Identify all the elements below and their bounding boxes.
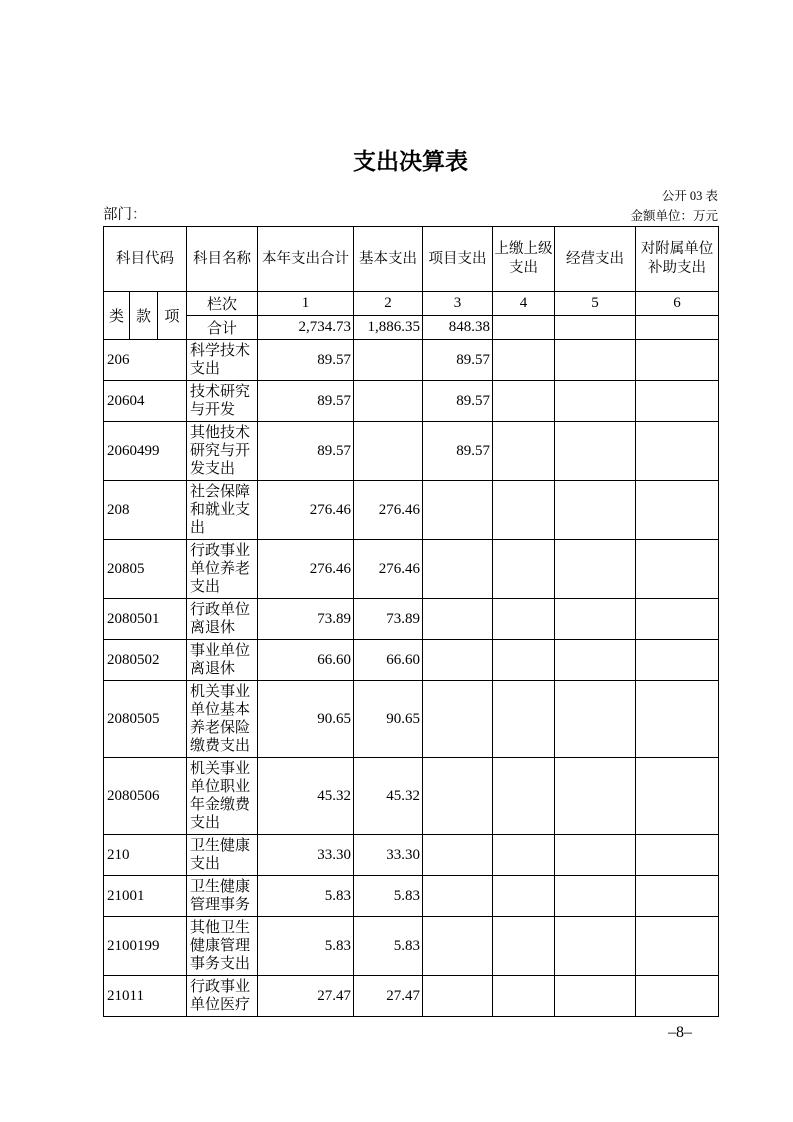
value-cell [636, 976, 719, 1017]
header-col-4: 上缴上级支出 [493, 227, 555, 292]
header-subject-name: 科目名称 [187, 227, 258, 292]
value-cell [636, 640, 719, 681]
total-value-5 [555, 316, 636, 340]
value-cell [423, 917, 493, 976]
unit-note: 金额单位：万元 [630, 209, 718, 223]
value-cell: 89.57 [423, 381, 493, 422]
value-cell [493, 540, 555, 599]
value-cell: 90.65 [258, 681, 354, 758]
value-cell [493, 640, 555, 681]
subject-name-cell: 机关事业单位基本养老保险缴费支出 [187, 681, 258, 758]
subject-code-cell: 2100199 [104, 917, 187, 976]
subject-name-cell: 其他技术研究与开发支出 [187, 422, 258, 481]
meta-row [103, 207, 718, 224]
subject-code-cell: 20604 [104, 381, 187, 422]
subject-code-cell: 2080506 [104, 758, 187, 835]
value-cell [555, 599, 636, 640]
value-cell [493, 381, 555, 422]
header-row-1 [104, 227, 719, 292]
subject-code-cell: 21011 [104, 976, 187, 1017]
total-label: 合计 [187, 316, 258, 340]
value-cell: 73.89 [258, 599, 354, 640]
value-cell: 27.47 [258, 976, 354, 1017]
value-cell [493, 422, 555, 481]
table-row [104, 917, 719, 976]
value-cell: 89.57 [258, 381, 354, 422]
header-col-6: 对附属单位补助支出 [636, 227, 719, 292]
value-cell [636, 835, 719, 876]
subject-name-cell: 行政事业单位医疗 [187, 976, 258, 1017]
col-number-4: 4 [493, 292, 555, 316]
value-cell [493, 340, 555, 381]
value-cell [493, 758, 555, 835]
subject-code-cell: 21001 [104, 876, 187, 917]
header-code-lei: 类 [104, 292, 130, 340]
value-cell [555, 758, 636, 835]
header-col-3: 项目支出 [423, 227, 493, 292]
subject-code-cell: 210 [104, 835, 187, 876]
value-cell [555, 540, 636, 599]
subject-code-cell: 2080505 [104, 681, 187, 758]
value-cell [423, 835, 493, 876]
value-cell: 5.83 [354, 917, 423, 976]
table-code-note: 公开 03 表 [661, 189, 718, 203]
value-cell [354, 422, 423, 481]
department-colon: ： [132, 207, 147, 223]
total-value-4 [493, 316, 555, 340]
subject-code-cell: 2080502 [104, 640, 187, 681]
total-value-2: 1,886.35 [354, 316, 423, 340]
header-code-xiang: 项 [158, 292, 187, 340]
value-cell [493, 876, 555, 917]
subject-name-cell: 卫生健康管理事务 [187, 876, 258, 917]
value-cell [555, 681, 636, 758]
table-row [104, 640, 719, 681]
value-cell [423, 481, 493, 540]
col-number-3: 3 [423, 292, 493, 316]
sheet [103, 0, 718, 1042]
value-cell: 27.47 [354, 976, 423, 1017]
value-cell: 89.57 [423, 340, 493, 381]
lanci-label: 栏次 [187, 292, 258, 316]
subject-code-cell: 206 [104, 340, 187, 381]
col-number-6: 6 [636, 292, 719, 316]
col-number-2: 2 [354, 292, 423, 316]
subject-name-cell: 机关事业单位职业年金缴费支出 [187, 758, 258, 835]
table-row [104, 835, 719, 876]
department-label-text: 部门 [103, 207, 132, 223]
header-col-1: 本年支出合计 [258, 227, 354, 292]
table-row [104, 381, 719, 422]
value-cell [636, 540, 719, 599]
value-cell: 90.65 [354, 681, 423, 758]
expenditure-table [103, 226, 719, 1017]
value-cell [423, 876, 493, 917]
value-cell [555, 640, 636, 681]
table-body [104, 340, 719, 1017]
value-cell [555, 381, 636, 422]
value-cell: 276.46 [258, 540, 354, 599]
subject-code-cell: 208 [104, 481, 187, 540]
value-cell [423, 758, 493, 835]
value-cell [354, 381, 423, 422]
subject-code-cell: 2080501 [104, 599, 187, 640]
value-cell [555, 976, 636, 1017]
value-cell [493, 481, 555, 540]
value-cell [636, 422, 719, 481]
value-cell: 276.46 [258, 481, 354, 540]
header-col-2: 基本支出 [354, 227, 423, 292]
value-cell [555, 422, 636, 481]
table-row [104, 876, 719, 917]
value-cell [493, 976, 555, 1017]
value-cell: 89.57 [423, 422, 493, 481]
value-cell: 33.30 [354, 835, 423, 876]
subject-name-cell: 行政单位离退休 [187, 599, 258, 640]
value-cell: 89.57 [258, 422, 354, 481]
table-row [104, 340, 719, 381]
value-cell [555, 340, 636, 381]
value-cell: 5.83 [354, 876, 423, 917]
table-row [104, 681, 719, 758]
header-code-kuan: 款 [130, 292, 158, 340]
value-cell: 276.46 [354, 540, 423, 599]
value-cell [555, 481, 636, 540]
total-value-6 [636, 316, 719, 340]
value-cell [493, 835, 555, 876]
col-number-1: 1 [258, 292, 354, 316]
value-cell: 33.30 [258, 835, 354, 876]
value-cell [636, 681, 719, 758]
table-row [104, 422, 719, 481]
header-row-2 [104, 292, 719, 316]
subject-name-cell: 社会保障和就业支出 [187, 481, 258, 540]
value-cell: 276.46 [354, 481, 423, 540]
header-col-5: 经营支出 [555, 227, 636, 292]
total-row [104, 316, 719, 340]
value-cell [555, 917, 636, 976]
value-cell [423, 599, 493, 640]
table-row [104, 599, 719, 640]
subject-name-cell: 事业单位离退休 [187, 640, 258, 681]
table-row [104, 481, 719, 540]
col-number-5: 5 [555, 292, 636, 316]
subject-name-cell: 科学技术支出 [187, 340, 258, 381]
value-cell [493, 599, 555, 640]
value-cell [636, 917, 719, 976]
value-cell: 89.57 [258, 340, 354, 381]
subject-name-cell: 技术研究与开发 [187, 381, 258, 422]
value-cell: 73.89 [354, 599, 423, 640]
header-subject-code: 科目代码 [104, 227, 187, 292]
value-cell [555, 835, 636, 876]
value-cell: 66.60 [258, 640, 354, 681]
value-cell [636, 599, 719, 640]
subject-name-cell: 其他卫生健康管理事务支出 [187, 917, 258, 976]
subject-name-cell: 卫生健康支出 [187, 835, 258, 876]
value-cell [493, 681, 555, 758]
value-cell [423, 640, 493, 681]
value-cell [555, 876, 636, 917]
subject-code-cell: 20805 [104, 540, 187, 599]
value-cell [636, 758, 719, 835]
value-cell: 5.83 [258, 876, 354, 917]
value-cell [423, 681, 493, 758]
subject-name-cell: 行政事业单位养老支出 [187, 540, 258, 599]
value-cell: 66.60 [354, 640, 423, 681]
value-cell [636, 481, 719, 540]
department-label [103, 207, 147, 224]
table-row [104, 976, 719, 1017]
page-number: –8– [668, 1024, 692, 1041]
value-cell [636, 876, 719, 917]
table-row [104, 540, 719, 599]
table-row [104, 758, 719, 835]
value-cell [636, 340, 719, 381]
value-cell [354, 340, 423, 381]
value-cell [423, 976, 493, 1017]
value-cell: 5.83 [258, 917, 354, 976]
page-title: 支出决算表 [353, 148, 468, 174]
value-cell: 45.32 [354, 758, 423, 835]
value-cell [423, 540, 493, 599]
total-value-1: 2,734.73 [258, 316, 354, 340]
total-value-3: 848.38 [423, 316, 493, 340]
value-cell [493, 917, 555, 976]
value-cell: 45.32 [258, 758, 354, 835]
value-cell [636, 381, 719, 422]
subject-code-cell: 2060499 [104, 422, 187, 481]
